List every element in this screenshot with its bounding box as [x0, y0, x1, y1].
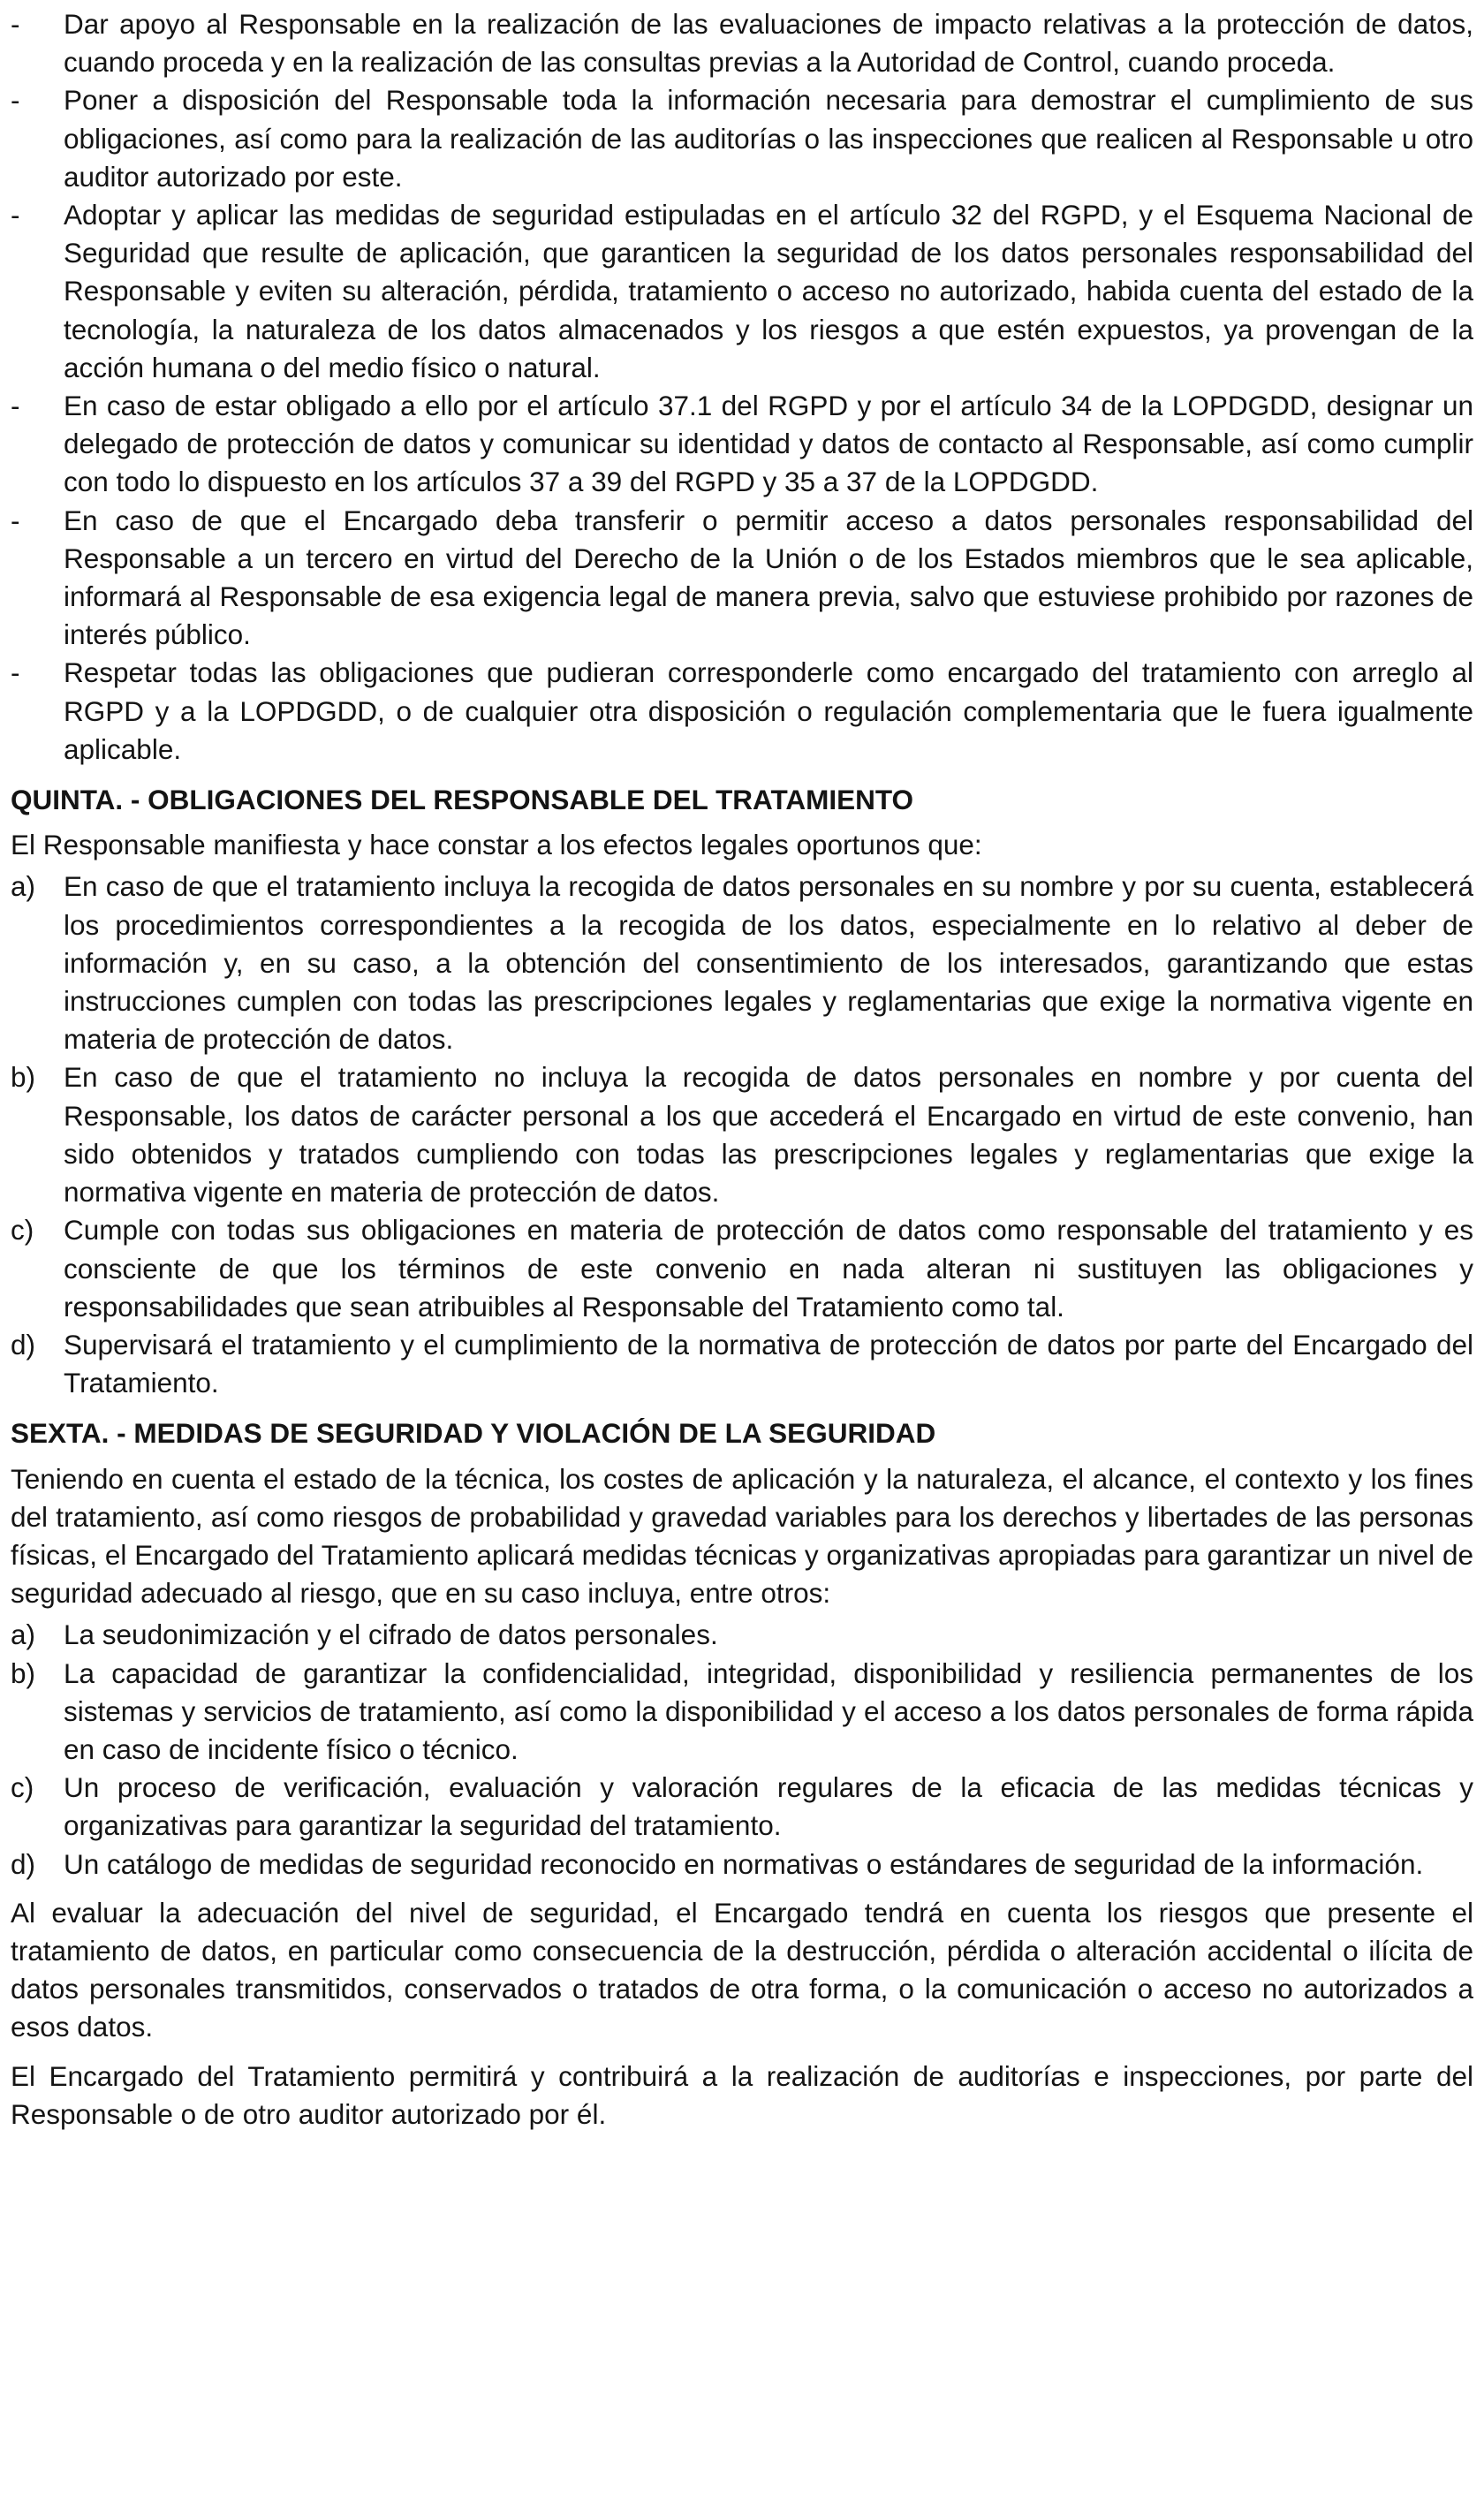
list-item-text: En caso de que el Encargado deba transferir o permitir acceso a datos personales responsabilidad del Responsable a un tercero en virtud del Derecho de la Unión o de los Estados miembros que le sea aplicable, informará al Responsable de esa exigencia legal de manera previa, salvo que estuviese prohibido por razones de interés público.	[64, 504, 1473, 651]
document-page	[11, 5, 1473, 2137]
list-item-text: Supervisará el tratamiento y el cumplimiento de la normativa de protección de datos por parte del Encargado del Tratamiento.	[64, 1328, 1473, 1399]
list-item	[11, 1211, 1473, 1326]
list-marker: c)	[11, 1771, 34, 1804]
list-marker: -	[11, 84, 20, 117]
quinta-list	[11, 868, 1473, 1402]
section-heading-sexta: SEXTA. - MEDIDAS DE SEGURIDAD Y VIOLACIÓN DE LA SEGURIDAD	[11, 1417, 936, 1450]
list-item-text: En caso de estar obligado a ello por el artículo 37.1 del RGPD y por el artículo 34 de la LOPDGDD, designar un delegado de protección de datos y comunicar su identidad y datos de contacto al Responsable, así como cumplir con todo lo dispuesto en los artículos 37 a 39 del RGPD y 35 a 37 de la LOPDGDD.	[64, 390, 1473, 498]
list-item	[11, 1616, 1473, 1654]
list-item-text: Adoptar y aplicar las medidas de seguridad estipuladas en el artículo 32 del RGPD, y el Esquema Nacional de Seguridad que resulte de aplicación, que garanticen la seguridad de los datos personales responsabilidad del Responsable y eviten su alteración, pérdida, tratamiento o acceso no autorizado, habida cuenta del estado de la tecnología, la naturaleza de los datos almacenados y los riesgos a que estén expuestos, ya provengan de la acción humana o del medio físico o natural.	[64, 199, 1473, 383]
list-item	[11, 1326, 1473, 1402]
list-item-text: En caso de que el tratamiento no incluya la recogida de datos personales en nombre y por cuenta del Responsable, los datos de carácter personal a los que accederá el Encargado en virtud de este convenio, han sido obtenidos y tratados cumpliendo con todas las prescripciones legales y reglamentarias que exige la normativa vigente en materia de protección de datos.	[64, 1061, 1473, 1209]
section-heading-quinta: QUINTA. - OBLIGACIONES DEL RESPONSABLE DEL TRATAMIENTO	[11, 784, 914, 816]
list-marker: -	[11, 504, 20, 536]
sexta-intro: Teniendo en cuenta el estado de la técnica, los costes de aplicación y la naturaleza, el alcance, el contexto y los fines del tratamiento, así como riesgos de probabilidad y gravedad variables para los derechos y libertades de las personas físicas, el Encargado del Tratamiento aplicará medidas técnicas y organizativas apropiadas para garantizar un nivel de seguridad adecuado al riesgo, que en su caso incluya, entre otros:	[11, 1462, 1473, 1610]
list-marker: -	[11, 390, 20, 422]
list-marker: a)	[11, 1618, 36, 1651]
sexta-list	[11, 1616, 1473, 1883]
list-item-text: En caso de que el tratamiento incluya la recogida de datos personales en su nombre y por su cuenta, establecerá los procedimientos correspondientes a la recogida de los datos, especialmente en lo relativo al deber de información y, en su caso, a la obtención del consentimiento de los interesados, garantizando que estas instrucciones cumplen con todas las prescripciones legales y reglamentarias que exige la normativa vigente en materia de protección de datos.	[64, 870, 1473, 1056]
list-marker: b)	[11, 1061, 36, 1094]
list-item	[11, 1058, 1473, 1211]
list-marker: b)	[11, 1656, 36, 1689]
list-item-text: Poner a disposición del Responsable toda la información necesaria para demostrar el cumplimiento de sus obligaciones, así como para la realización de las auditorías o las inspecciones que realicen al Responsable u otro auditor autorizado por este.	[64, 84, 1473, 193]
encargado-obligations-list	[11, 5, 1473, 769]
list-item-text: Un proceso de verificación, evaluación y valoración regulares de la eficacia de las medidas técnicas y organizativas para garantizar la seguridad del tratamiento.	[64, 1771, 1473, 1842]
list-item	[11, 502, 1473, 655]
list-item	[11, 196, 1473, 387]
list-marker: d)	[11, 1328, 36, 1361]
list-item-text: La capacidad de garantizar la confidencialidad, integridad, disponibilidad y resiliencia permanentes de los sistemas y servicios de tratamiento, así como la disponibilidad y el acceso a los datos personales de forma rápida en caso de incidente físico o técnico.	[64, 1656, 1473, 1765]
list-item	[11, 387, 1473, 502]
list-marker: d)	[11, 1847, 36, 1880]
list-marker: c)	[11, 1214, 34, 1247]
audits-paragraph: El Encargado del Tratamiento permitirá y contribuirá a la realización de auditorías e inspecciones, por parte del Responsable o de otro auditor autorizado por él.	[11, 2059, 1473, 2130]
security-evaluation-paragraph: Al evaluar la adecuación del nivel de seguridad, el Encargado tendrá en cuenta los riesgos que presente el tratamiento de datos, en particular como consecuencia de la destrucción, pérdida o alteración accidental o ilícita de datos personales transmitidos, conservados o tratados de otra forma, o la comunicación o acceso no autorizados a esos datos.	[11, 1896, 1473, 2043]
quinta-intro: El Responsable manifiesta y hace constar a los efectos legales oportunos que:	[11, 829, 982, 861]
list-item	[11, 1655, 1473, 1770]
list-marker: -	[11, 199, 20, 231]
list-item-text: La seudonimización y el cifrado de datos personales.	[64, 1618, 718, 1651]
list-marker: -	[11, 8, 20, 40]
list-item-text: Un catálogo de medidas de seguridad reconocido en normativas o estándares de seguridad de la información.	[64, 1847, 1424, 1880]
list-item	[11, 868, 1473, 1058]
list-marker: -	[11, 656, 20, 689]
list-item	[11, 81, 1473, 196]
list-item	[11, 654, 1473, 769]
list-marker: a)	[11, 870, 36, 903]
list-item	[11, 5, 1473, 81]
list-item-text: Dar apoyo al Responsable en la realización de las evaluaciones de impacto relativas a la protección de datos, cuando proceda y en la realización de las consultas previas a la Autoridad de Control, cuando proceda.	[64, 8, 1473, 79]
list-item-text: Cumple con todas sus obligaciones en materia de protección de datos como responsable del tratamiento y es consciente de que los términos de este convenio en nada alteran ni sustituyen las obligaciones y responsabilidades que sean atribuibles al Responsable del Tratamiento como tal.	[64, 1214, 1473, 1323]
list-item	[11, 1846, 1473, 1884]
list-item	[11, 1769, 1473, 1845]
list-item-text: Respetar todas las obligaciones que pudieran corresponderle como encargado del tratamiento con arreglo al RGPD y a la LOPDGDD, o de cualquier otra disposición o regulación complementaria que le fuera igualmente aplicable.	[64, 656, 1473, 765]
